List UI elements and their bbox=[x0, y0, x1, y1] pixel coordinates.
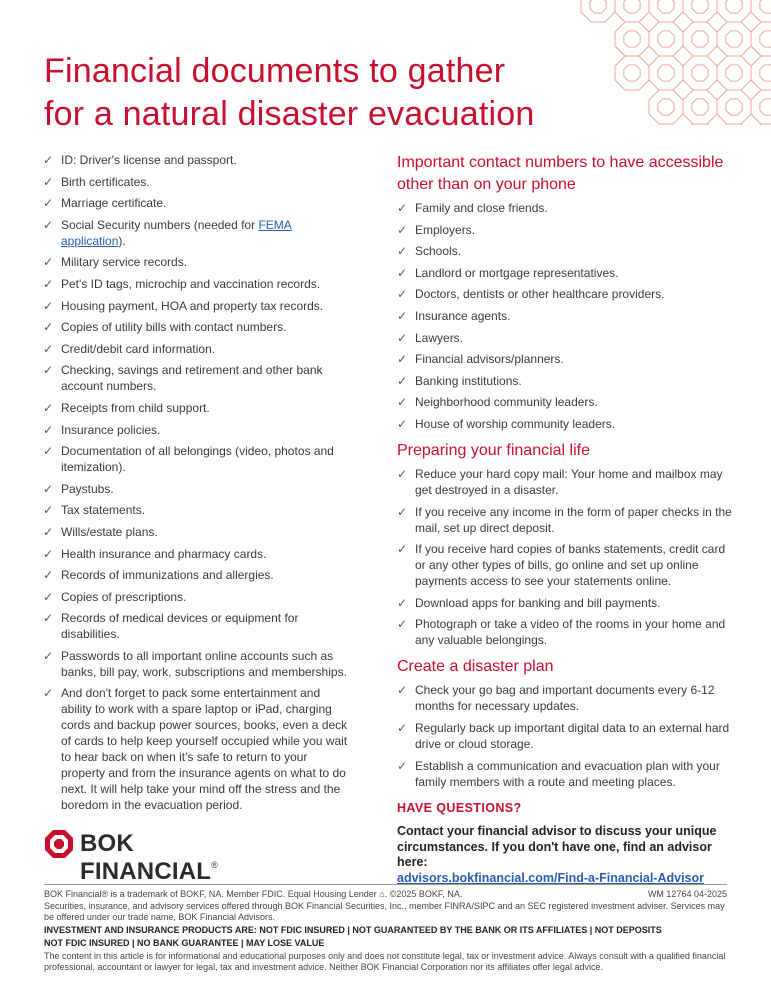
questions-callout bbox=[397, 801, 737, 885]
questions-heading: HAVE QUESTIONS? bbox=[397, 801, 522, 815]
item-text: Receipts from child support. bbox=[61, 400, 210, 415]
pattern-octagon bbox=[717, 22, 751, 56]
checkmark-icon: ✓ bbox=[43, 546, 54, 561]
item-text: Health insurance and pharmacy cards. bbox=[61, 546, 267, 561]
questions-body: Contact your financial advisor to discuss your unique circumstances. If you don't have one, find an advisor here: bbox=[397, 824, 717, 869]
pattern-octagon bbox=[615, 56, 649, 90]
pattern-octagon bbox=[692, 99, 708, 115]
checkmark-icon: ✓ bbox=[397, 595, 408, 610]
checkmark-icon: ✓ bbox=[43, 174, 54, 189]
item-text: Establish a communication and evacuation plan with your family members with a route and meeting places. bbox=[415, 758, 720, 789]
checklist-item bbox=[43, 443, 348, 475]
footer bbox=[44, 889, 727, 975]
pattern-octagon bbox=[683, 124, 717, 125]
pattern-octagon bbox=[717, 56, 751, 90]
page-title bbox=[44, 50, 534, 136]
item-text: Checking, savings and retirement and other bank account numbers. bbox=[61, 363, 323, 394]
pattern-octagon bbox=[683, 56, 717, 90]
checkmark-icon: ✓ bbox=[397, 504, 408, 519]
bok-financial-logo bbox=[44, 828, 264, 885]
checklist-item bbox=[397, 200, 737, 216]
section-heading-contact-numbers: Important contact numbers to have accessible other than on your phone bbox=[397, 154, 724, 193]
item-text: Schools. bbox=[415, 244, 462, 259]
checklist-item bbox=[397, 265, 737, 281]
checkmark-icon: ✓ bbox=[43, 196, 54, 211]
item-text: Records of immunizations and allergies. bbox=[61, 568, 274, 583]
checkmark-icon: ✓ bbox=[397, 617, 408, 632]
checklist-item bbox=[397, 682, 737, 714]
trademark-notice: BOK Financial® is a trademark of BOKF, NA. Member FDIC. Equal Housing Lender ⌂. ©2025 BOKF, NA. bbox=[44, 889, 463, 899]
pattern-octagon bbox=[692, 31, 708, 47]
item-text: Copies of prescriptions. bbox=[61, 589, 187, 604]
checklist-item bbox=[43, 217, 348, 249]
checkmark-icon: ✓ bbox=[397, 542, 408, 557]
checklist-item bbox=[43, 341, 348, 357]
checkmark-icon: ✓ bbox=[43, 589, 54, 604]
checkmark-icon: ✓ bbox=[43, 217, 54, 232]
pattern-octagon bbox=[649, 0, 683, 22]
checkmark-icon: ✓ bbox=[397, 201, 408, 215]
checklist-item bbox=[43, 319, 348, 335]
item-text: Photograph or take a video of the rooms in your home and any valuable belongings. bbox=[415, 617, 726, 648]
checklist-item bbox=[43, 589, 348, 605]
pattern-octagon bbox=[581, 0, 615, 22]
item-text: Financial advisors/planners. bbox=[415, 352, 564, 367]
item-text: Reduce your hard copy mail: Your home and mailbox may get destroyed in a disaster. bbox=[415, 466, 723, 497]
item-text: Lawyers. bbox=[415, 330, 464, 345]
section-list-financial-life bbox=[397, 466, 737, 648]
item-text: Doctors, dentists or other healthcare providers. bbox=[415, 287, 665, 302]
pattern-octagon bbox=[726, 99, 742, 115]
find-advisor-link[interactable]: advisors.bokfinancial.com/Find-a-Financial-Advisor bbox=[397, 870, 705, 885]
logo-wordmark: BOK FINANCIAL® bbox=[80, 830, 218, 885]
item-text: Pet's ID tags, microchip and vaccination records. bbox=[61, 276, 321, 291]
section-list-disaster-plan bbox=[397, 682, 737, 789]
checkmark-icon: ✓ bbox=[43, 648, 54, 663]
checkmark-icon: ✓ bbox=[43, 686, 54, 701]
checklist-item bbox=[43, 524, 348, 540]
item-text: Landlord or mortgage representatives. bbox=[415, 265, 619, 280]
section-list-contact-numbers bbox=[397, 200, 737, 432]
checkmark-icon: ✓ bbox=[43, 611, 54, 626]
checklist-item bbox=[397, 351, 737, 367]
checkmark-icon: ✓ bbox=[397, 265, 408, 280]
checkmark-icon: ✓ bbox=[43, 481, 54, 496]
pattern-octagon bbox=[658, 31, 674, 47]
checklist-item bbox=[397, 758, 737, 790]
checklist-item bbox=[397, 222, 737, 238]
item-text: Check your go bag and important documents every 6-12 months for necessary updates. bbox=[415, 683, 715, 714]
pattern-octagon bbox=[751, 56, 771, 90]
checkmark-icon: ✓ bbox=[43, 524, 54, 539]
pattern-octagon bbox=[717, 124, 751, 125]
checkmark-icon: ✓ bbox=[43, 341, 54, 356]
pattern-octagon bbox=[717, 0, 751, 22]
pattern-octagon bbox=[760, 0, 771, 13]
item-text: Insurance agents. bbox=[415, 308, 511, 323]
pattern-octagon bbox=[624, 0, 640, 13]
checklist-item bbox=[397, 466, 737, 498]
checkmark-icon: ✓ bbox=[397, 222, 408, 237]
item-text: Neighborhood community leaders. bbox=[415, 395, 598, 410]
checkmark-icon: ✓ bbox=[43, 568, 54, 583]
checklist-item bbox=[397, 394, 737, 410]
item-text: ). bbox=[118, 233, 126, 248]
checklist-item bbox=[397, 308, 737, 324]
checklist-item bbox=[397, 541, 737, 589]
checklist-item bbox=[43, 685, 348, 813]
item-text: Insurance policies. bbox=[61, 422, 161, 437]
document-code: WM 12764 04-2025 bbox=[647, 889, 727, 899]
checklist-item bbox=[43, 254, 348, 270]
checklist-item bbox=[43, 174, 348, 190]
item-text: Documentation of all belongings (video, photos and itemization). bbox=[61, 444, 334, 475]
checklist-item bbox=[43, 276, 348, 292]
checklist-item bbox=[43, 362, 348, 394]
checklist-item bbox=[397, 416, 737, 432]
checkmark-icon: ✓ bbox=[397, 683, 408, 698]
pattern-octagon bbox=[717, 90, 751, 124]
checkmark-icon: ✓ bbox=[43, 153, 54, 167]
pattern-octagon bbox=[692, 0, 708, 13]
checklist-item bbox=[43, 502, 348, 518]
item-text: Wills/estate plans. bbox=[61, 524, 158, 539]
checkmark-icon: ✓ bbox=[397, 352, 408, 367]
checkmark-icon: ✓ bbox=[43, 503, 54, 518]
pattern-octagon bbox=[683, 90, 717, 124]
checklist-item bbox=[43, 298, 348, 314]
pattern-octagon bbox=[624, 65, 640, 81]
checkmark-icon: ✓ bbox=[397, 395, 408, 410]
item-text: And don't forget to pack some entertainment and ability to work with a spare laptop or iPad, charging cords and backup power sources, books, even a deck of cards to help keep yourself occupied while you wait to hear back on when it's safe to return to your property and from the insurance agents on what to do next. It will help take your mind off the stress and the boredom in the evacuation period. bbox=[61, 686, 348, 813]
pattern-octagon bbox=[760, 99, 771, 115]
pattern-octagon bbox=[615, 22, 649, 56]
checkmark-icon: ✓ bbox=[397, 416, 408, 431]
item-text: Passwords to all important online accounts such as banks, bill pay, work, subscriptions and memberships. bbox=[61, 648, 347, 679]
checklist-item bbox=[397, 373, 737, 389]
checklist-item bbox=[43, 481, 348, 497]
pattern-octagon bbox=[658, 65, 674, 81]
checkmark-icon: ✓ bbox=[43, 444, 54, 459]
item-text: Social Security numbers (needed for bbox=[61, 217, 259, 232]
legal-disclaimer: The content in this article is for informational and educational purposes only and does not constitute legal, tax or investment advice. Always consult with a qualified financial professional, accountant or lawyer for legal, tax and investment advice. Neither BOK Financial Corporation nor its affiliates offer legal advice. bbox=[44, 951, 726, 972]
checklist-item bbox=[43, 546, 348, 562]
item-text: Employers. bbox=[415, 222, 476, 237]
title-line-1: Financial documents to gather bbox=[44, 52, 506, 90]
item-text: Copies of utility bills with contact numbers. bbox=[61, 320, 287, 335]
checkmark-icon: ✓ bbox=[43, 400, 54, 415]
section-heading-financial-life: Preparing your financial life bbox=[397, 441, 590, 459]
pattern-octagon bbox=[649, 90, 683, 124]
checkmark-icon: ✓ bbox=[397, 373, 408, 388]
logo-octagon-icon bbox=[44, 829, 74, 859]
item-text: Marriage certificate. bbox=[61, 196, 167, 211]
item-text: Records of medical devices or equipment for disabilities. bbox=[61, 611, 299, 642]
pattern-octagon bbox=[615, 0, 649, 22]
pattern-octagon bbox=[649, 56, 683, 90]
checkmark-icon: ✓ bbox=[43, 255, 54, 270]
checkmark-icon: ✓ bbox=[43, 363, 54, 378]
section-heading-disaster-plan: Create a disaster plan bbox=[397, 658, 554, 676]
checkmark-icon: ✓ bbox=[43, 298, 54, 313]
item-text: House of worship community leaders. bbox=[415, 416, 616, 431]
checkmark-icon: ✓ bbox=[397, 330, 408, 345]
pattern-octagon bbox=[751, 90, 771, 124]
checklist-item bbox=[43, 152, 348, 168]
pattern-octagon bbox=[726, 65, 742, 81]
checkmark-icon: ✓ bbox=[397, 244, 408, 259]
checklist-item bbox=[43, 400, 348, 416]
pattern-octagon bbox=[726, 31, 742, 47]
checklist-item bbox=[397, 616, 737, 648]
documents-checklist bbox=[43, 152, 348, 819]
footer-divider bbox=[44, 884, 727, 885]
pattern-octagon bbox=[760, 65, 771, 81]
checklist-item bbox=[397, 243, 737, 259]
products-disclosure-line-2: NOT FDIC INSURED | NO BANK GUARANTEE | MAY LOSE VALUE bbox=[44, 938, 325, 948]
item-text: Regularly back up important digital data to an external hard drive or cloud storage. bbox=[415, 720, 730, 751]
pattern-octagon bbox=[751, 124, 771, 125]
item-text: If you receive hard copies of banks statements, credit card or any other types of bills, go online and set up online payments access to see your statements online. bbox=[415, 542, 726, 589]
checkmark-icon: ✓ bbox=[43, 276, 54, 291]
item-text: Credit/debit card information. bbox=[61, 341, 216, 356]
securities-disclosure: Securities, insurance, and advisory services offered through BOK Financial Securities, Inc., member FINRA/SIPC and an SEC registered investment adviser. Services may be offered under our trade name, BOK Financial Advisors. bbox=[44, 901, 725, 922]
item-text: Military service records. bbox=[61, 255, 188, 270]
pattern-octagon bbox=[760, 31, 771, 47]
pattern-octagon bbox=[751, 22, 771, 56]
checklist-item bbox=[397, 720, 737, 752]
fema-application-link[interactable]: FEMA application bbox=[61, 217, 292, 248]
pattern-octagon bbox=[590, 0, 606, 13]
checkmark-icon: ✓ bbox=[397, 720, 408, 735]
item-text: If you receive any income in the form of paper checks in the mail, set up direct deposit. bbox=[415, 504, 732, 535]
checkmark-icon: ✓ bbox=[397, 758, 408, 773]
pattern-octagon bbox=[649, 22, 683, 56]
item-text: Download apps for banking and bill payments. bbox=[415, 595, 661, 610]
checklist-item bbox=[397, 286, 737, 302]
pattern-octagon bbox=[692, 65, 708, 81]
pattern-octagon bbox=[751, 0, 771, 22]
checkmark-icon: ✓ bbox=[397, 466, 408, 481]
item-text: Banking institutions. bbox=[415, 373, 522, 388]
pattern-octagon bbox=[726, 0, 742, 13]
checklist-item bbox=[43, 422, 348, 438]
documents-list bbox=[43, 152, 348, 813]
title-line-2: for a natural disaster evacuation bbox=[44, 95, 535, 133]
checklist-item bbox=[397, 330, 737, 346]
pattern-octagon bbox=[683, 0, 717, 22]
checklist-item bbox=[43, 648, 348, 680]
checklist-item bbox=[397, 504, 737, 536]
item-text: Birth certificates. bbox=[61, 174, 150, 189]
item-text: Housing payment, HOA and property tax records. bbox=[61, 298, 324, 313]
decorative-octagon-pattern bbox=[520, 0, 771, 125]
checklist-item bbox=[43, 195, 348, 211]
pattern-octagon bbox=[658, 0, 674, 13]
right-column bbox=[397, 152, 737, 795]
pattern-octagon bbox=[683, 22, 717, 56]
checklist-item bbox=[43, 567, 348, 583]
checkmark-icon: ✓ bbox=[397, 308, 408, 323]
item-text: ID: Driver's license and passport. bbox=[61, 153, 237, 167]
checkmark-icon: ✓ bbox=[43, 422, 54, 437]
checkmark-icon: ✓ bbox=[397, 287, 408, 302]
products-disclosure-line-1: INVESTMENT AND INSURANCE PRODUCTS ARE: NOT FDIC INSURED | NOT GUARANTEED BY THE BANK OR ITS AFFILIATES | NOT DEPOSITS bbox=[44, 925, 662, 935]
checkmark-icon: ✓ bbox=[43, 320, 54, 335]
item-text: Paystubs. bbox=[61, 481, 114, 496]
pattern-octagon bbox=[658, 99, 674, 115]
checklist-item bbox=[43, 610, 348, 642]
item-text: Tax statements. bbox=[61, 503, 146, 518]
item-text: Family and close friends. bbox=[415, 201, 548, 215]
checklist-item bbox=[397, 595, 737, 611]
pattern-octagon bbox=[624, 31, 640, 47]
